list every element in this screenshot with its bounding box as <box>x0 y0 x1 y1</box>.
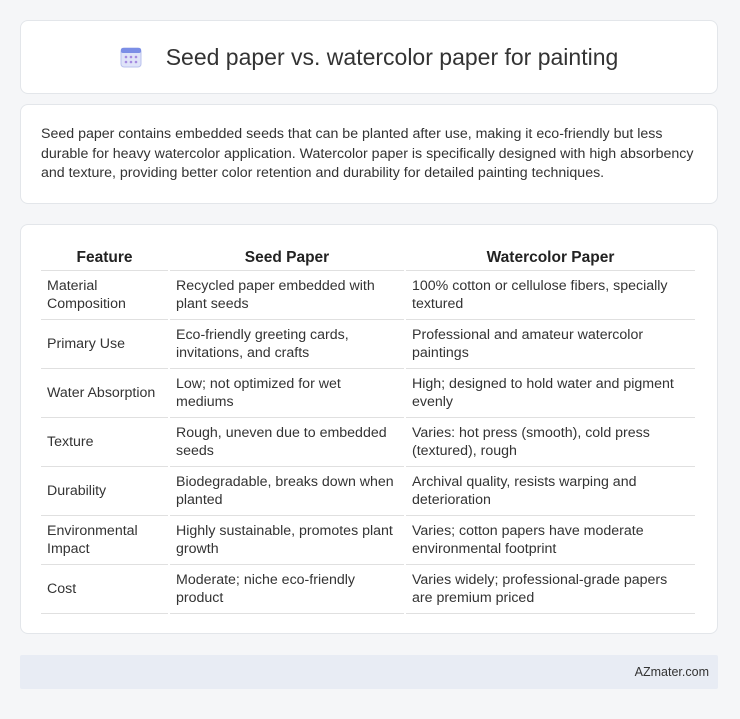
row-seed-paper: Eco-friendly greeting cards, invitations, and crafts <box>170 320 404 369</box>
table-row <box>41 565 695 614</box>
row-watercolor-paper: Varies widely; professional-grade papers are premium priced <box>406 565 695 614</box>
column-header-seed-paper: Seed Paper <box>170 247 404 271</box>
row-feature: Water Absorption <box>41 369 168 418</box>
row-seed-paper: Moderate; niche eco-friendly product <box>170 565 404 614</box>
row-seed-paper: Rough, uneven due to embedded seeds <box>170 418 404 467</box>
row-seed-paper: Low; not optimized for wet mediums <box>170 369 404 418</box>
table-row <box>41 516 695 565</box>
row-feature: Environmental Impact <box>41 516 168 565</box>
row-feature: Texture <box>41 418 168 467</box>
row-watercolor-paper: 100% cotton or cellulose fibers, specially textured <box>406 271 695 320</box>
table-row <box>41 320 695 369</box>
column-header-watercolor-paper: Watercolor Paper <box>406 247 695 271</box>
row-seed-paper: Recycled paper embedded with plant seeds <box>170 271 404 320</box>
table-row <box>41 467 695 516</box>
calendar-icon <box>120 46 142 68</box>
row-watercolor-paper: Professional and amateur watercolor paintings <box>406 320 695 369</box>
row-feature: Durability <box>41 467 168 516</box>
row-watercolor-paper: Varies: hot press (smooth), cold press (textured), rough <box>406 418 695 467</box>
comparison-table <box>39 247 697 614</box>
title-card <box>20 20 718 94</box>
table-row <box>41 271 695 320</box>
table-header-row <box>41 247 695 271</box>
row-feature: Material Composition <box>41 271 168 320</box>
footer-brand: AZmater.com <box>634 665 709 679</box>
row-watercolor-paper: Varies; cotton papers have moderate environmental footprint <box>406 516 695 565</box>
row-watercolor-paper: Archival quality, resists warping and deterioration <box>406 467 695 516</box>
row-seed-paper: Biodegradable, breaks down when planted <box>170 467 404 516</box>
footer-bar <box>20 655 718 689</box>
page-title: Seed paper vs. watercolor paper for painting <box>165 43 619 70</box>
intro-text: Seed paper contains embedded seeds that can be planted after use, making it eco-friendly but less durable for heavy watercolor application. Watercolor paper is specifically designed with high absorbency and texture, providing better color retention and durability for detailed painting techniques. <box>41 126 694 181</box>
intro-card <box>20 104 718 204</box>
table-row <box>41 369 695 418</box>
table-row <box>41 418 695 467</box>
row-feature: Cost <box>41 565 168 614</box>
row-feature: Primary Use <box>41 320 168 369</box>
row-seed-paper: Highly sustainable, promotes plant growth <box>170 516 404 565</box>
row-watercolor-paper: High; designed to hold water and pigment evenly <box>406 369 695 418</box>
comparison-table-card <box>20 224 718 634</box>
column-header-feature: Feature <box>41 247 168 271</box>
